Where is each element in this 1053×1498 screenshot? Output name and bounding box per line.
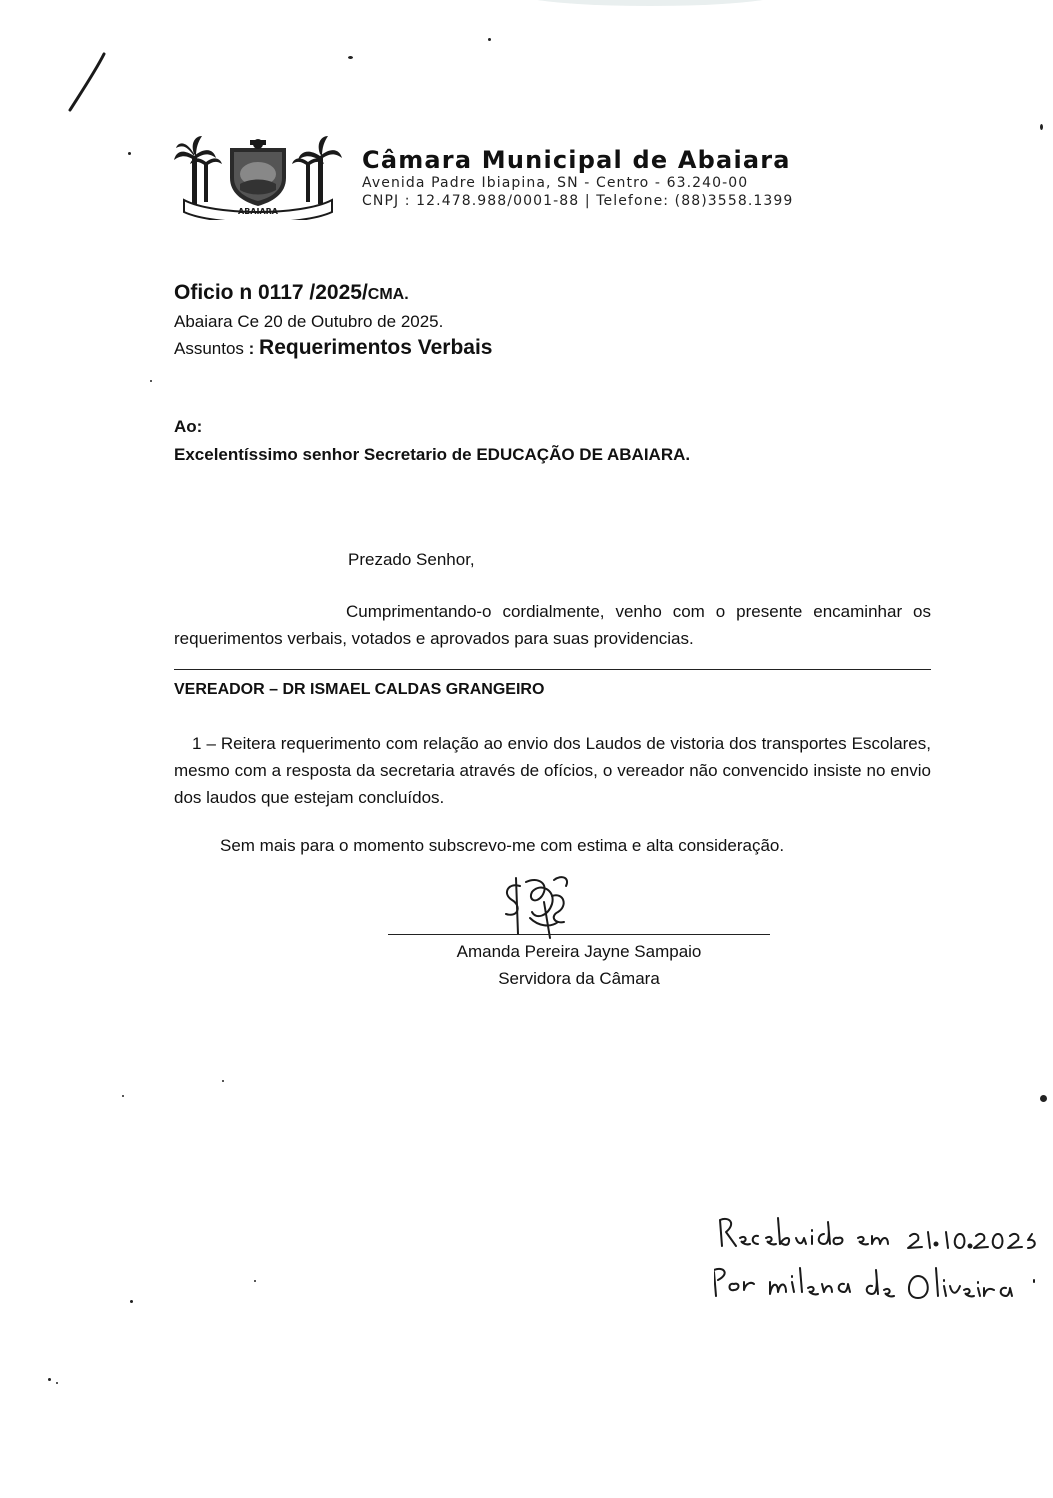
scan-dot [254, 1280, 256, 1282]
scan-dot [130, 1300, 133, 1303]
organization-name: Câmara Municipal de Abaiara [362, 146, 791, 174]
closing-paragraph: Sem mais para o momento subscrevo-me com estima e alta consideração. [220, 836, 785, 855]
scan-dot [488, 38, 491, 41]
scan-dot [1040, 124, 1043, 130]
greeting: Prezado Senhor, [348, 550, 475, 569]
recipient-block [174, 413, 934, 469]
councilor-heading: VEREADOR – DR ISMAEL CALDAS GRANGEIRO [174, 681, 545, 698]
scan-dot [222, 1080, 224, 1082]
subject-label: Assuntos [174, 339, 244, 358]
municipal-crest-icon [174, 134, 342, 220]
scan-dot [150, 380, 152, 382]
scan-dot [348, 56, 353, 59]
organization-contact: CNPJ : 12.478.988/0001-88 | Telefone: (88)3558.1399 [362, 193, 794, 209]
request-text: 1 – Reitera requerimento com relação ao envio dos Laudos de vistoria dos transportes Escolares, mesmo com a resposta da secretaria através de ofícios, o vereador não convencido insiste no envio dos laudos que estejam concluídos. [174, 734, 931, 807]
recipient-addressee: Excelentíssimo senhor Secretario de EDUCAÇÃO DE ABAIARA. [174, 445, 691, 464]
scan-dot [122, 1095, 124, 1097]
office-number-label: Oficio n 0117 /2025/ [174, 281, 368, 304]
letterhead-text [362, 146, 922, 210]
subject-line [174, 334, 874, 363]
signer-name: Amanda Pereira Jayne Sampaio [456, 942, 702, 961]
recipient-label: Ao: [174, 417, 203, 436]
scan-dot [1040, 1095, 1047, 1102]
handwritten-receipt-note [714, 1210, 1044, 1310]
subject-separator: : [243, 339, 260, 358]
scan-dot [128, 152, 131, 155]
crest-ribbon-text: ABAIARA [238, 207, 278, 216]
office-number [174, 279, 874, 309]
scan-smudge [520, 0, 780, 6]
letterhead [174, 134, 934, 224]
organization-address: Avenida Padre Ibiapina, SN - Centro - 63.240-00 [362, 175, 749, 191]
request-item [174, 730, 931, 811]
scan-dot [56, 1382, 58, 1384]
office-number-suffix: CMA [367, 286, 405, 303]
document-date: Abaiara Ce 20 de Outubro de 2025. [174, 312, 444, 331]
subject-value: Requerimentos Verbais [259, 336, 493, 359]
scan-dot [48, 1378, 51, 1381]
section-divider [174, 669, 931, 670]
pen-stroke-mark [60, 48, 110, 118]
intro-paragraph [174, 598, 931, 652]
signer-role: Servidora da Câmara [498, 969, 660, 988]
signature-line [388, 934, 770, 935]
office-number-end: . [404, 286, 409, 303]
document-meta [174, 279, 874, 363]
intro-text: Cumprimentando-o cordialmente, venho com o presente encaminhar os requerimentos verbais, votados e aprovados para suas providencias. [174, 602, 931, 648]
